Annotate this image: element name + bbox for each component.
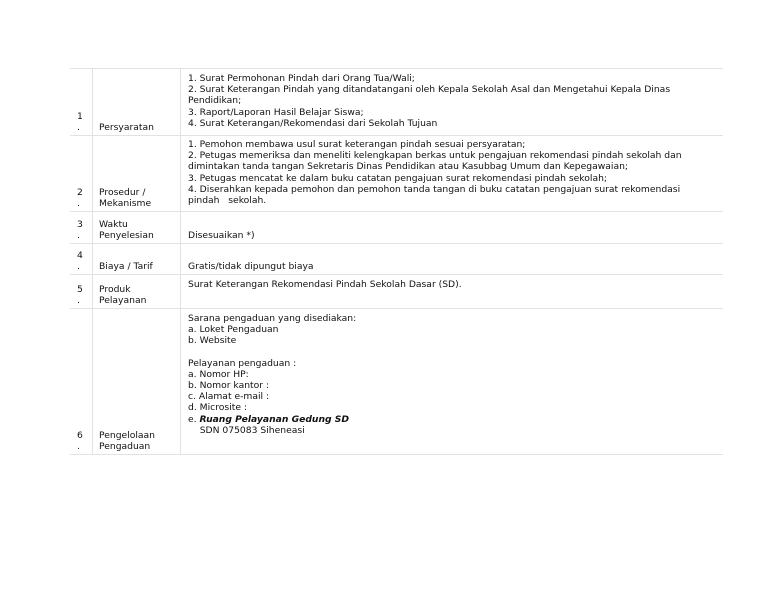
value-line: 4. Surat Keterangan/Rekomendasi dari Sekolah Tujuan bbox=[188, 117, 438, 129]
row-label bbox=[93, 275, 181, 308]
row-number-digit: 6 bbox=[77, 429, 83, 441]
row-value bbox=[181, 212, 723, 243]
value-line-blank bbox=[188, 347, 720, 358]
value-line: 2. Surat Keterangan Pindah yang ditandatangani oleh Kepala Sekolah Asal dan Mengetahui Kepala Dinas bbox=[188, 84, 671, 96]
value-line: Sarana pengaduan yang disediakan: bbox=[188, 313, 357, 324]
value-line: a. Loket Pengaduan bbox=[188, 324, 279, 336]
value-line: b. Website bbox=[188, 335, 237, 347]
value-line: pindah sekolah. bbox=[188, 195, 267, 207]
table-row-persyaratan bbox=[70, 68, 723, 136]
value-line: c. Alamat e-mail : bbox=[188, 391, 270, 403]
value-line: Surat Keterangan Rekomendasi Pindah Sekolah Dasar (SD). bbox=[188, 279, 462, 290]
value-line: dimintakan tanda tangan Sekretaris Dinas Pendidikan atau Kasubbag Umum dan Kepegawaian; bbox=[188, 161, 628, 173]
row-value bbox=[181, 309, 723, 454]
value-line: 1. Pemohon membawa usul surat keterangan pindah sesuai persyaratan; bbox=[188, 139, 526, 150]
table-row-produk bbox=[70, 275, 723, 309]
row-label-text: Waktu bbox=[99, 218, 128, 230]
table-row-prosedur bbox=[70, 136, 723, 212]
row-number-digit: 1 bbox=[77, 110, 83, 122]
service-standard-table bbox=[70, 68, 723, 455]
row-label bbox=[93, 212, 181, 243]
row-number-dot: . bbox=[77, 197, 80, 209]
row-number bbox=[70, 244, 93, 274]
row-number bbox=[70, 136, 93, 211]
row-label-text: Mekanisme bbox=[99, 197, 152, 209]
value-line: b. Nomor kantor : bbox=[188, 380, 270, 392]
emphasis-text: Ruang Pelayanan Gedung SD bbox=[199, 413, 350, 425]
row-number-dot: . bbox=[77, 229, 80, 241]
value-line: 1. Surat Permohonan Pindah dari Orang Tua/Wali; bbox=[188, 73, 415, 84]
row-value bbox=[181, 136, 723, 211]
value-line-emphasis bbox=[188, 414, 720, 425]
value-line: Pendidikan; bbox=[188, 95, 242, 107]
row-number bbox=[70, 212, 93, 243]
value-line: 3. Raport/Laporan Hasil Belajar Siswa; bbox=[188, 106, 364, 118]
row-number-digit: 4 bbox=[77, 249, 83, 261]
row-number-digit: 2 bbox=[77, 186, 83, 198]
value-line: a. Nomor HP: bbox=[188, 368, 249, 380]
table-row-biaya bbox=[70, 244, 723, 275]
row-number bbox=[70, 275, 93, 308]
row-number-digit: 5 bbox=[77, 283, 83, 295]
row-value bbox=[181, 69, 723, 135]
row-label bbox=[93, 309, 181, 454]
value-line: 2. Petugas memeriksa dan meneliti kelengkapan berkas untuk pengajuan rekomendasi pindah sekolah dan bbox=[188, 150, 682, 162]
value-line: Gratis/tidak dipungut biaya bbox=[188, 260, 314, 272]
row-label-text: Persyaratan bbox=[99, 121, 154, 133]
row-label bbox=[93, 69, 181, 135]
row-number-digit: 3 bbox=[77, 218, 83, 230]
row-label bbox=[93, 244, 181, 274]
row-number-dot: . bbox=[77, 294, 80, 306]
row-label-text: Biaya / Tarif bbox=[99, 260, 153, 272]
value-line: d. Microsite : bbox=[188, 402, 248, 414]
row-label-text: Produk bbox=[99, 283, 131, 295]
row-label-text: Pengelolaan bbox=[99, 429, 155, 441]
row-number bbox=[70, 69, 93, 135]
row-label-text: Pengaduan bbox=[99, 440, 151, 452]
row-number-dot: . bbox=[77, 440, 80, 452]
value-line: 3. Petugas mencatat ke dalam buku catatan pengajuan surat rekomendasi pindah sekolah; bbox=[188, 172, 608, 184]
value-line: Disesuaikan *) bbox=[188, 229, 255, 241]
value-line: Pelayanan pengaduan : bbox=[188, 357, 297, 369]
row-value bbox=[181, 244, 723, 274]
row-label-text: Pelayanan bbox=[99, 294, 147, 306]
table-row-waktu bbox=[70, 212, 723, 244]
row-number-dot: . bbox=[77, 121, 80, 133]
value-line: SDN 075083 Siheneasi bbox=[188, 424, 305, 436]
row-label-text: Penyelesian bbox=[99, 229, 154, 241]
value-line-prefix: e. bbox=[188, 413, 200, 425]
row-number-dot: . bbox=[77, 260, 80, 272]
row-label-text: Prosedur / bbox=[99, 186, 146, 198]
row-label bbox=[93, 136, 181, 211]
row-value bbox=[181, 275, 723, 308]
table-row-pengaduan bbox=[70, 309, 723, 455]
row-number bbox=[70, 309, 93, 454]
value-line: 4. Diserahkan kepada pemohon dan pemohon tanda tangan di buku catatan pengajuan surat rekomendasi bbox=[188, 183, 681, 195]
